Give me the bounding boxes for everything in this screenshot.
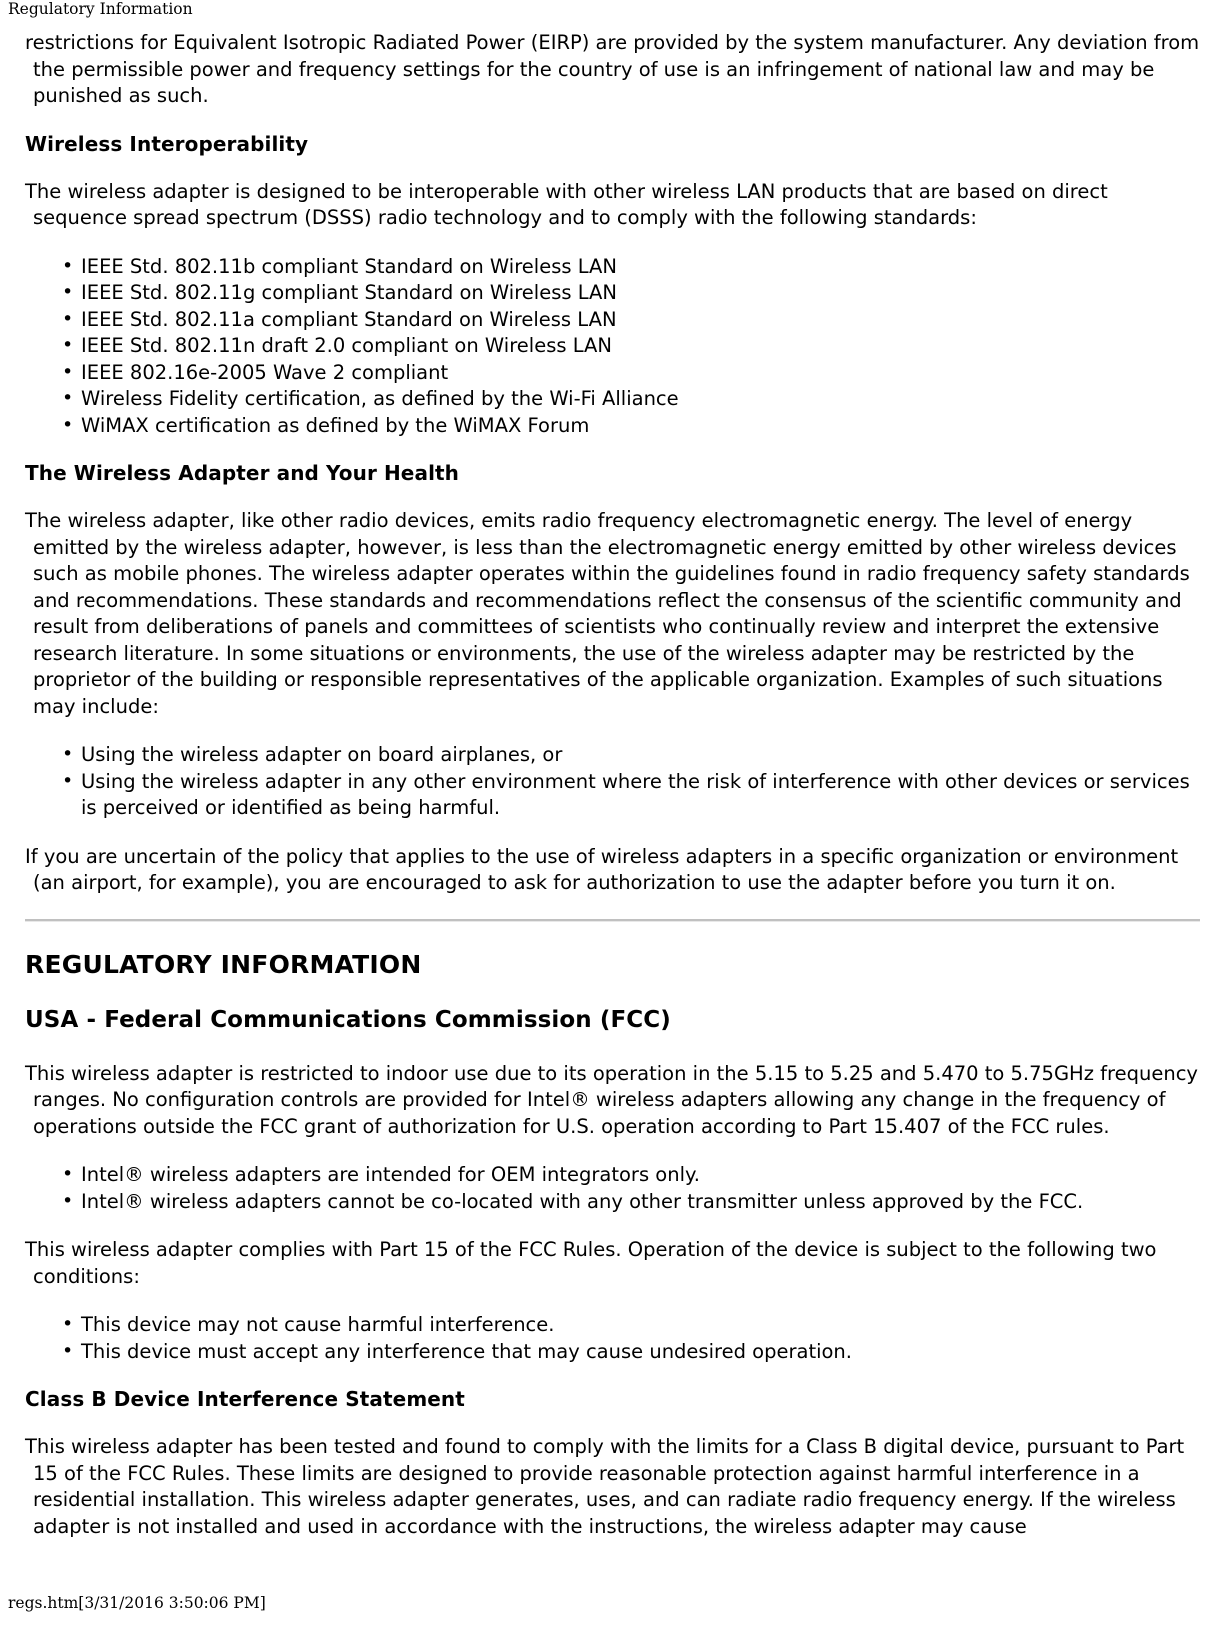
fcc-paragraph-block xyxy=(0,1061,1228,1141)
list-item: • IEEE Std. 802.11g compliant Standard on Wireless LAN xyxy=(81,280,1200,307)
list-item: • Wireless Fidelity certification, as defined by the Wi-Fi Alliance xyxy=(81,386,1200,413)
section-divider xyxy=(25,919,1200,922)
list-item: • Intel® wireless adapters cannot be co-located with any other transmitter unless approved by the FCC. xyxy=(81,1189,1200,1216)
classb-paragraph: This wireless adapter has been tested and found to comply with the limits for a Class B digital device, pursuant to Part 15 of the FCC Rules. These limits are designed to provide reasonable protection against harmful interference in a residential installation. This wireless adapter generates, uses, and can radiate radio frequency energy. If the wireless adapter is not installed and used in accordance with the instructions, the wireless adapter may cause xyxy=(25,1435,1185,1538)
intro-paragraph: restrictions for Equivalent Isotropic Radiated Power (EIRP) are provided by the system manufacturer. Any deviation from the permissible power and frequency settings for the country of use is an infringement of national law and may be punished as such. xyxy=(25,31,1200,107)
list-item: • IEEE Std. 802.11a compliant Standard on Wireless LAN xyxy=(81,307,1200,334)
fcc-paragraph: This wireless adapter is restricted to indoor use due to its operation in the 5.15 to 5.25 and 5.470 to 5.75GHz frequency ranges. No configuration controls are provided for Intel® wireless adapters allowing any change in the frequency of operations outside the FCC grant of authorization for U.S. operation according to Part 15.407 of the FCC rules. xyxy=(25,1061,1198,1138)
list-item: • Intel® wireless adapters are intended for OEM integrators only. xyxy=(81,1162,1200,1189)
health-closing-paragraph: If you are uncertain of the policy that applies to the use of wireless adapters in a specific organization or environment (an airport, for example), you are encouraged to ask for authorization to use the adapter before you turn it on. xyxy=(25,844,1179,894)
list-item: • This device may not cause harmful interference. xyxy=(81,1312,1200,1339)
list-item: • WiMAX certification as defined by the WiMAX Forum xyxy=(81,413,1200,440)
interoperability-paragraph: The wireless adapter is designed to be interoperable with other wireless LAN products that are based on direct sequence spread spectrum (DSSS) radio technology and to comply with the following standards: xyxy=(25,179,1108,229)
list-item: • Using the wireless adapter in any other environment where the risk of interference with other devices or services is perceived or identified as being harmful. xyxy=(81,769,1200,822)
classb-paragraph-block xyxy=(0,1434,1228,1540)
list-item: • Using the wireless adapter on board airplanes, or xyxy=(81,742,1200,769)
health-closing-paragraph-block xyxy=(0,844,1228,897)
heading-wireless-interoperability: Wireless Interoperability xyxy=(25,131,309,156)
health-paragraph: The wireless adapter, like other radio devices, emits radio frequency electromagnetic energy. The level of energy emitted by the wireless adapter, however, is less than the electromagnetic energy emitted by other wireless devices such as mobile phones. The wireless adapter operates within the guidelines found in radio frequency safety standards and recommendations. These standards and recommendations reflect the consensus of the scientific community and result from deliberations of panels and committees of scientists who continually review and interpret the extensive research literature. In some situations or environments, the use of the wireless adapter may be restricted by the proprietor of the building or responsible representatives of the applicable organization. Examples of such situations may include: xyxy=(25,509,1190,718)
page-footer-path-and-timestamp: regs.htm[3/31/2016 3:50:06 PM] xyxy=(8,1594,266,1612)
heading-usa-fcc: USA - Federal Communications Commission (FCC) xyxy=(25,1006,671,1033)
list-item: • IEEE Std. 802.11b compliant Standard on Wireless LAN xyxy=(81,254,1200,281)
document-body xyxy=(0,30,1228,1562)
heading-adapter-and-your-health: The Wireless Adapter and Your Health xyxy=(25,461,460,485)
part15-paragraph-block xyxy=(0,1237,1228,1290)
list-item: • IEEE 802.16e-2005 Wave 2 compliant xyxy=(81,360,1200,387)
fcc-bullets-list xyxy=(0,1162,1228,1215)
standards-list xyxy=(0,254,1228,440)
health-paragraph-block xyxy=(0,508,1228,720)
list-item: • This device must accept any interference that may cause undesired operation. xyxy=(81,1339,1200,1366)
part15-conditions-list xyxy=(0,1312,1228,1365)
part15-paragraph: This wireless adapter complies with Part 15 of the FCC Rules. Operation of the device is subject to the following two conditions: xyxy=(25,1238,1157,1288)
situations-list xyxy=(0,742,1228,822)
page-header-title: Regulatory Information xyxy=(8,0,193,18)
heading-regulatory-information: REGULATORY INFORMATION xyxy=(25,949,422,979)
list-item: • IEEE Std. 802.11n draft 2.0 compliant on Wireless LAN xyxy=(81,333,1200,360)
heading-class-b-device-interference-statement: Class B Device Interference Statement xyxy=(25,1387,465,1411)
interoperability-paragraph-block xyxy=(0,179,1228,232)
intro-paragraph-block xyxy=(0,30,1228,110)
